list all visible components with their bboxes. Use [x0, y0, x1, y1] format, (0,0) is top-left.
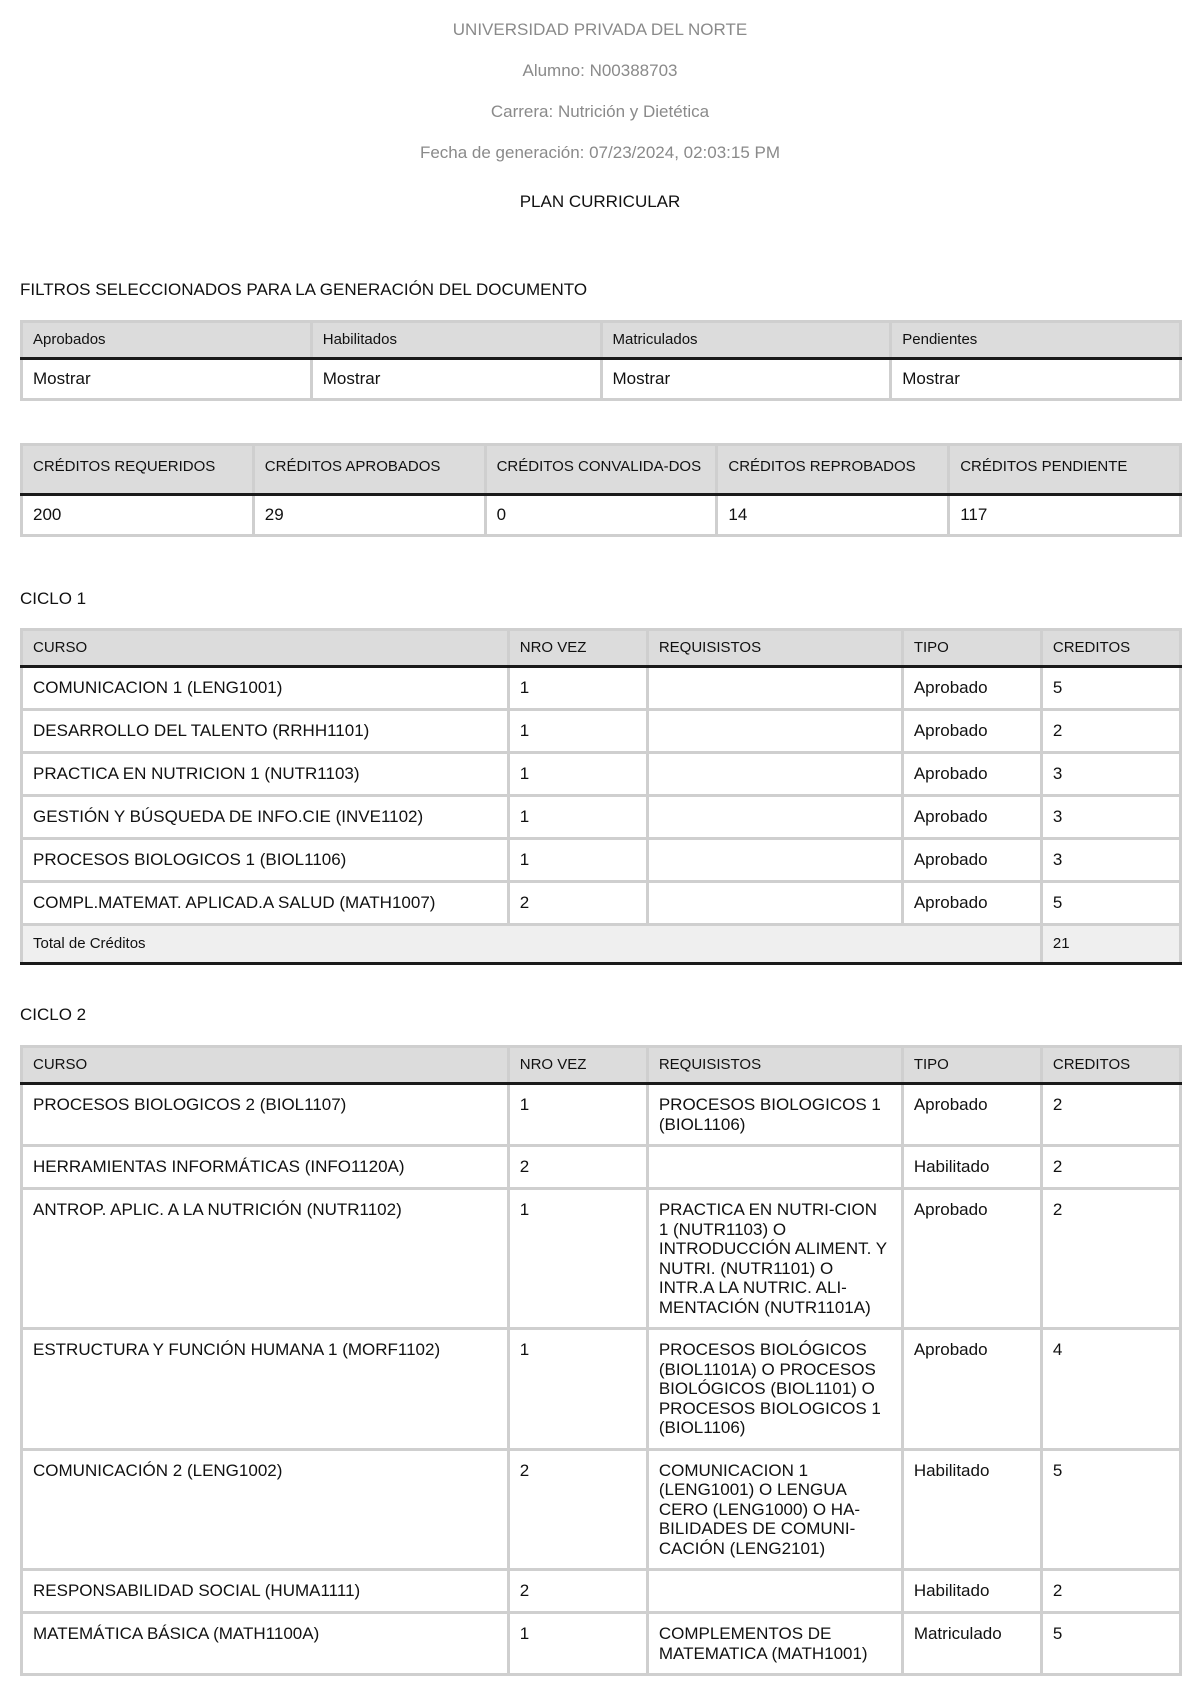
course-cell: HERRAMIENTAS INFORMÁTICAS (INFO1120A): [22, 1146, 509, 1189]
course-cell: COMUNICACION 1 (LENG1001): [22, 667, 509, 710]
credits-cell: 2: [1041, 1084, 1180, 1146]
table-row: [22, 753, 1181, 796]
requirements-cell: [647, 1570, 902, 1613]
course-cell: RESPONSABILIDAD SOCIAL (HUMA1111): [22, 1570, 509, 1613]
requirements-cell: [647, 710, 902, 753]
total-credits-label: Total de Créditos: [22, 925, 1042, 964]
credits-cell: 5: [1041, 1449, 1180, 1570]
requirements-header-cell: REQUISISTOS: [647, 1047, 902, 1084]
credits-cell: 2: [1041, 1146, 1180, 1189]
course-cell: COMPL.MATEMAT. APLICAD.A SALUD (MATH1007): [22, 882, 509, 925]
course-cell: COMUNICACIÓN 2 (LENG1002): [22, 1449, 509, 1570]
filters-section-title: FILTROS SELECCIONADOS PARA LA GENERACIÓN DEL DOCUMENTO: [20, 280, 588, 299]
table-row: [22, 1084, 1181, 1146]
credits-cell: 2: [1041, 710, 1180, 753]
table-row: [22, 1189, 1181, 1329]
table-row: [22, 839, 1181, 882]
filters-value-cell: Mostrar: [22, 359, 312, 400]
course-cell: GESTIÓN Y BÚSQUEDA DE INFO.CIE (INVE1102): [22, 796, 509, 839]
requirements-cell: [647, 1146, 902, 1189]
page-title: PLAN CURRICULAR: [519, 192, 681, 211]
credits-value-cell: 29: [253, 495, 485, 536]
requirements-cell: PROCESOS BIOLÓGICOS (BIOL1101A) O PROCESOS BIOLÓGICOS (BIOL1101) O PROCESOS BIOLOGICOS 1 (BIOL1106): [647, 1329, 902, 1450]
requirements-cell: COMUNICACION 1 (LENG1001) O LENGUA CERO (LENG1000) O HA-BILIDADES DE COMUNI-CACIÓN (LENG2101): [647, 1449, 902, 1570]
requirements-cell: COMPLEMENTOS DE MATEMATICA (MATH1001): [647, 1613, 902, 1675]
course-cell: ESTRUCTURA Y FUNCIÓN HUMANA 1 (MORF1102): [22, 1329, 509, 1450]
filters-value-cell: Mostrar: [311, 359, 601, 400]
course-cell: PRACTICA EN NUTRICION 1 (NUTR1103): [22, 753, 509, 796]
filters-value-cell: Mostrar: [891, 359, 1181, 400]
course-header-cell: CURSO: [22, 1047, 509, 1084]
type-cell: Matriculado: [902, 1613, 1041, 1675]
course-cell: PROCESOS BIOLOGICOS 2 (BIOL1107): [22, 1084, 509, 1146]
credits-cell: 5: [1041, 1613, 1180, 1675]
times-cell: 2: [508, 1449, 647, 1570]
type-cell: Aprobado: [902, 710, 1041, 753]
type-cell: Aprobado: [902, 1189, 1041, 1329]
credits-value-cell: 0: [485, 495, 717, 536]
filters-value-row: [22, 359, 1181, 400]
filters-table: [20, 320, 1182, 401]
credits-value-cell: 117: [949, 495, 1181, 536]
table-row: [22, 1613, 1181, 1675]
times-cell: 1: [508, 839, 647, 882]
cycle2-header-row: [22, 1047, 1181, 1084]
times-cell: 1: [508, 1084, 647, 1146]
times-cell: 2: [508, 1146, 647, 1189]
type-cell: Aprobado: [902, 753, 1041, 796]
course-cell: MATEMÁTICA BÁSICA (MATH1100A): [22, 1613, 509, 1675]
document-header: [0, 0, 1200, 173]
times-cell: 1: [508, 1189, 647, 1329]
times-cell: 1: [508, 753, 647, 796]
generation-date: Fecha de generación: 07/23/2024, 02:03:15 PM: [419, 143, 781, 162]
credits-header-cell: CREDITOS: [1041, 1047, 1180, 1084]
career-name: Carrera: Nutrición y Dietética: [490, 102, 710, 121]
credits-header-cell: CREDITOS: [1041, 630, 1180, 667]
university-name: UNIVERSIDAD PRIVADA DEL NORTE: [452, 20, 748, 39]
type-cell: Aprobado: [902, 796, 1041, 839]
times-cell: 1: [508, 1613, 647, 1675]
type-cell: Habilitado: [902, 1449, 1041, 1570]
table-row: [22, 1449, 1181, 1570]
type-cell: Habilitado: [902, 1570, 1041, 1613]
filters-header-cell: Pendientes: [891, 322, 1181, 359]
cycle1-title: CICLO 1: [20, 589, 87, 608]
course-cell: PROCESOS BIOLOGICOS 1 (BIOL1106): [22, 839, 509, 882]
requirements-cell: [647, 839, 902, 882]
credits-cell: 3: [1041, 839, 1180, 882]
times-cell: 2: [508, 1570, 647, 1613]
table-row: [22, 1146, 1181, 1189]
credits-value-cell: 14: [717, 495, 949, 536]
credits-cell: 5: [1041, 882, 1180, 925]
cycle1-table: [20, 628, 1182, 965]
type-cell: Habilitado: [902, 1146, 1041, 1189]
times-cell: 1: [508, 667, 647, 710]
credits-cell: 3: [1041, 753, 1180, 796]
credits-header-cell: CRÉDITOS REPROBADOS: [717, 445, 949, 495]
filters-value-cell: Mostrar: [601, 359, 891, 400]
credits-cell: 4: [1041, 1329, 1180, 1450]
student-id: Alumno: N00388703: [522, 61, 678, 80]
table-row: [22, 1570, 1181, 1613]
credits-cell: 2: [1041, 1570, 1180, 1613]
table-row: [22, 667, 1181, 710]
credits-header-cell: CRÉDITOS CONVALIDA-DOS: [485, 445, 717, 495]
table-row: [22, 710, 1181, 753]
times-header-cell: NRO VEZ: [508, 630, 647, 667]
credits-summary-table: [20, 443, 1182, 537]
credits-header-cell: CRÉDITOS PENDIENTE: [949, 445, 1181, 495]
type-header-cell: TIPO: [902, 1047, 1041, 1084]
total-credits-row: [22, 925, 1181, 964]
requirements-cell: [647, 796, 902, 839]
course-cell: DESARROLLO DEL TALENTO (RRHH1101): [22, 710, 509, 753]
table-row: [22, 1329, 1181, 1450]
filters-header-cell: Aprobados: [22, 322, 312, 359]
credits-value-row: [22, 495, 1181, 536]
credits-cell: 5: [1041, 667, 1180, 710]
credits-header-row: [22, 445, 1181, 495]
requirements-header-cell: REQUISISTOS: [647, 630, 902, 667]
type-cell: Aprobado: [902, 1084, 1041, 1146]
requirements-cell: PRACTICA EN NUTRI-CION 1 (NUTR1103) O INTRODUCCIÓN ALIMENT. Y NUTRI. (NUTR1101) O INTR.A LA NUTRIC. ALI-MENTACIÓN (NUTR1101A): [647, 1189, 902, 1329]
type-cell: Aprobado: [902, 839, 1041, 882]
type-cell: Aprobado: [902, 667, 1041, 710]
total-credits-value: 21: [1041, 925, 1180, 964]
cycle2-title: CICLO 2: [20, 1005, 87, 1024]
credits-cell: 2: [1041, 1189, 1180, 1329]
times-cell: 1: [508, 1329, 647, 1450]
cycle2-table: [20, 1045, 1182, 1676]
table-row: [22, 796, 1181, 839]
course-cell: ANTROP. APLIC. A LA NUTRICIÓN (NUTR1102): [22, 1189, 509, 1329]
credits-header-cell: CRÉDITOS REQUERIDOS: [22, 445, 254, 495]
table-row: [22, 882, 1181, 925]
credits-value-cell: 200: [22, 495, 254, 536]
filters-header-row: [22, 322, 1181, 359]
credits-cell: 3: [1041, 796, 1180, 839]
type-header-cell: TIPO: [902, 630, 1041, 667]
requirements-cell: [647, 753, 902, 796]
requirements-cell: [647, 882, 902, 925]
type-cell: Aprobado: [902, 1329, 1041, 1450]
type-cell: Aprobado: [902, 882, 1041, 925]
credits-header-cell: CRÉDITOS APROBADOS: [253, 445, 485, 495]
filters-header-cell: Matriculados: [601, 322, 891, 359]
filters-header-cell: Habilitados: [311, 322, 601, 359]
cycle1-header-row: [22, 630, 1181, 667]
times-cell: 1: [508, 796, 647, 839]
requirements-cell: [647, 667, 902, 710]
times-cell: 2: [508, 882, 647, 925]
times-header-cell: NRO VEZ: [508, 1047, 647, 1084]
times-cell: 1: [508, 710, 647, 753]
course-header-cell: CURSO: [22, 630, 509, 667]
requirements-cell: PROCESOS BIOLOGICOS 1 (BIOL1106): [647, 1084, 902, 1146]
